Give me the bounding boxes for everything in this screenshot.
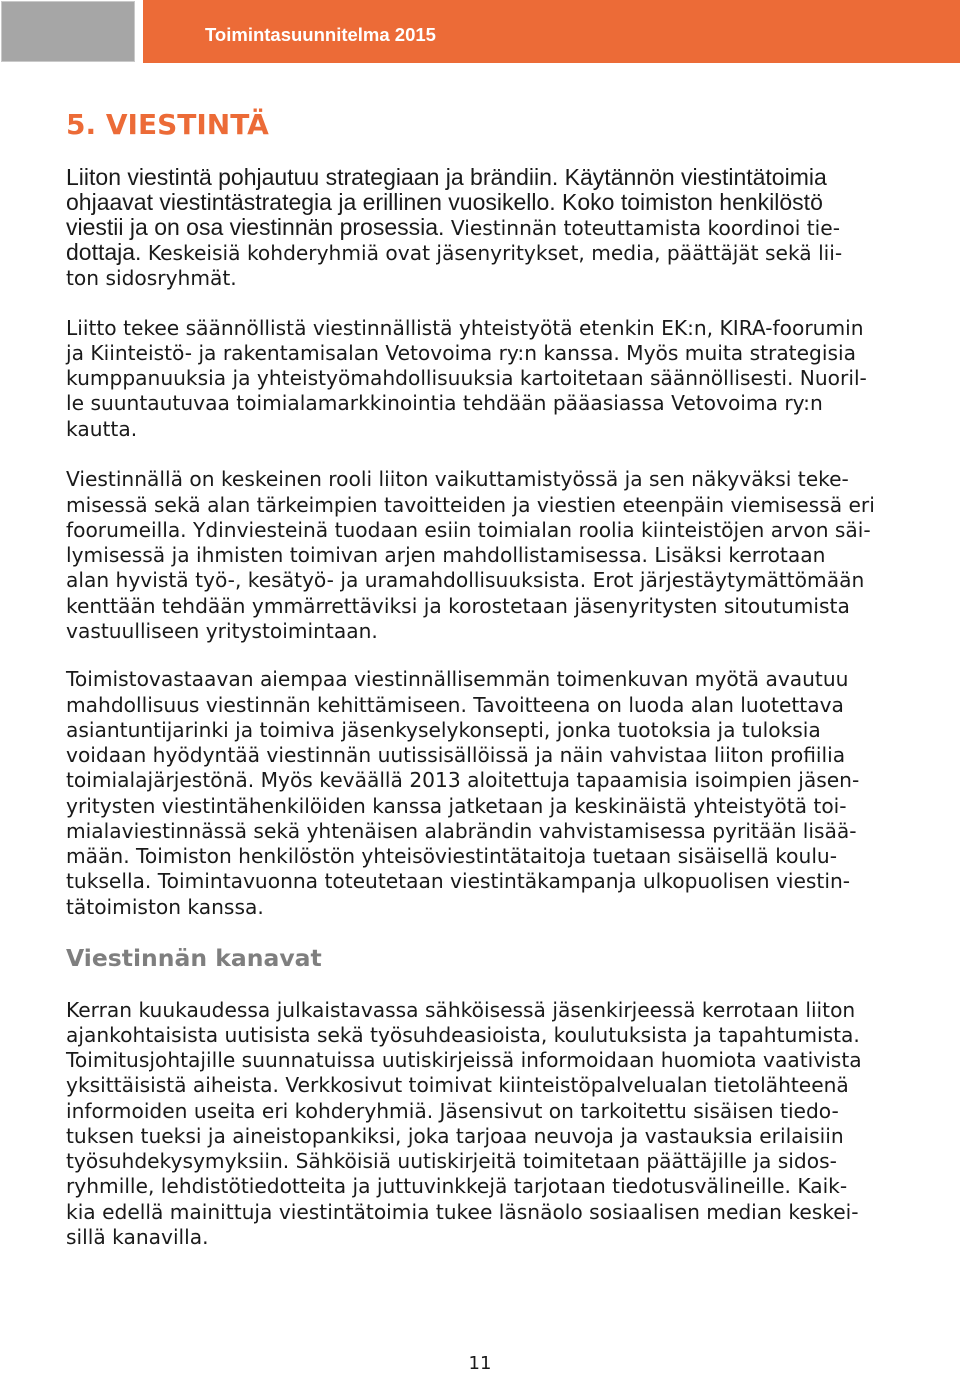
text-line: alan hyvistä työ-, kesätyö- ja uramahdollisuuksista. Erot järjestäytymättömään <box>66 568 865 593</box>
text-line <box>66 215 842 240</box>
paragraph-4 <box>66 667 859 920</box>
text-line: Toimitusjohtajille suunnatuissa uutiskirjeissä informoidaan huomiota vaativista <box>66 1048 862 1072</box>
text-line: ajankohtaisista uutisista sekä työsuhdeasioista, koulutuksista ja tapahtumista. <box>66 1022 860 1047</box>
text-line: tätoimiston kanssa. <box>66 894 264 919</box>
header-gray-block <box>1 1 135 62</box>
text-line: yritysten viestintähenkilöiden kanssa jatketaan ja keskinäistä yhteistyötä toi- <box>66 793 847 818</box>
text-line <box>66 165 842 190</box>
text-line <box>66 240 842 265</box>
paragraph-1 <box>66 165 842 291</box>
text-segment: ton sidosryhmät. <box>66 265 237 290</box>
text-segment: Liiton viestintä pohjautuu strategiaan ja brändiin. Käytännön viestintätoimia <box>66 163 827 190</box>
text-line: toimialajärjestönä. Myös keväällä 2013 aloitettuja tapaamisia isoimpien jäsen- <box>66 768 860 793</box>
header-orange-band <box>143 0 960 63</box>
text-line: kenttään tehdään ymmärrettäviksi ja korostetaan jäsenyritysten sitoutumista <box>66 593 850 618</box>
text-line: mialaviestinnässä sekä yhtenäisen alabrändin vahvistamisessa pyritään lisää- <box>66 818 857 843</box>
text-line: työsuhdekysymyksiin. Sähköisiä uutiskirjeitä toimitetaan päättäjille ja sidos- <box>66 1149 837 1173</box>
text-line: Toimistovastaavan aiempaa viestinnällisemmän toimenkuvan myötä avautuu <box>66 667 849 692</box>
text-line: kumppanuuksia ja yhteistyömahdollisuuksia kartoitetaan säännöllisesti. Nuoril- <box>66 366 867 390</box>
text-line: Kerran kuukaudessa julkaistavassa sähköisessä jäsenkirjeessä kerrotaan liiton <box>66 997 856 1022</box>
text-segment: viestii ja on osa viestinnän prosessia. <box>66 214 445 240</box>
text-line <box>66 190 842 215</box>
text-line: lymisessä ja ihmisten toimivan arjen mahdollistamisessa. Lisäksi kerrotaan <box>66 543 826 568</box>
text-line: ryhmille, lehdistötiedotteita ja juttuvinkkejä tarjotaan tiedotusvälineille. Kaik- <box>66 1174 848 1199</box>
page-number: 11 <box>468 1353 492 1374</box>
text-segment: ohjaavat viestintästrategia ja erillinen vuosikello. Koko toimiston henkilöstö <box>66 188 823 215</box>
text-segment: Viestinnän toteuttamista koordinoi tie- <box>450 216 840 240</box>
text-line: le suuntautuvaa toimialamarkkinointia tehdään pääasiassa Vetovoima ry:n <box>66 391 823 416</box>
paragraph-3 <box>66 467 875 644</box>
paragraph-channels <box>66 998 862 1251</box>
text-line: ja Kiinteistö- ja rakentamisalan Vetovoima ry:n kanssa. Myös muita strategisia <box>66 340 856 365</box>
text-line: kautta. <box>66 416 138 441</box>
paragraph-2 <box>66 316 867 442</box>
section-heading: 5. VIESTINTÄ <box>66 108 269 141</box>
text-line: Viestinnällä on keskeinen rooli liiton vaikuttamistyössä ja sen näkyväksi teke- <box>66 467 849 492</box>
document-title: Toimintasuunnitelma 2015 <box>205 24 436 45</box>
text-line: informoiden useita eri kohderyhmiä. Jäsensivut on tarkoitettu sisäisen tiedo- <box>66 1098 839 1123</box>
text-line: kia edellä mainittuja viestintätoimia tukee läsnäolo sosiaalisen median keskei- <box>66 1199 859 1224</box>
text-line: asiantuntijarinki ja toimiva jäsenkyselykonsepti, jonka tuotoksia ja tuloksia <box>66 717 821 742</box>
text-line: mään. Toimiston henkilöstön yhteisöviestintätaitoja tuetaan sisäisellä koulu- <box>66 844 838 869</box>
text-line: tuksen tueksi ja aineistopankiksi, joka tarjoaa neuvoja ja vastauksia erilaisiin <box>66 1123 844 1148</box>
text-line: foorumeilla. Ydinviesteinä tuodaan esiin toimialan roolia kiinteistöjen arvon säi- <box>66 517 871 542</box>
text-line: yksittäisistä aiheista. Verkkosivut toimivat kiinteistöpalvelualan tietolähteenä <box>66 1073 849 1098</box>
text-line: Liitto tekee säännöllistä viestinnällistä yhteistyötä etenkin EK:n, KIRA-foorumin <box>66 315 864 340</box>
subsection-heading: Viestinnän kanavat <box>66 944 322 972</box>
text-line: voidaan hyödyntää viestinnän uutissisällöissä ja näin vahvistaa liiton profiilia <box>66 743 846 768</box>
text-line: tuksella. Toimintavuonna toteutetaan viestintäkampanja ulkopuolisen viestin- <box>66 869 851 894</box>
text-line: misessä sekä alan tärkeimpien tavoitteiden ja viestien eteenpäin viemisessä eri <box>66 492 875 517</box>
text-line: sillä kanavilla. <box>66 1224 209 1249</box>
text-line: vastuulliseen yritystoimintaan. <box>66 618 378 643</box>
text-line <box>66 266 842 291</box>
text-segment: Keskeisiä kohderyhmiä ovat jäsenyritykset, media, päättäjät sekä lii- <box>147 241 843 266</box>
text-line: mahdollisuus viestinnän kehittämiseen. Tavoitteena on luoda alan luotettava <box>66 692 844 717</box>
text-segment: dottaja. <box>66 239 142 266</box>
